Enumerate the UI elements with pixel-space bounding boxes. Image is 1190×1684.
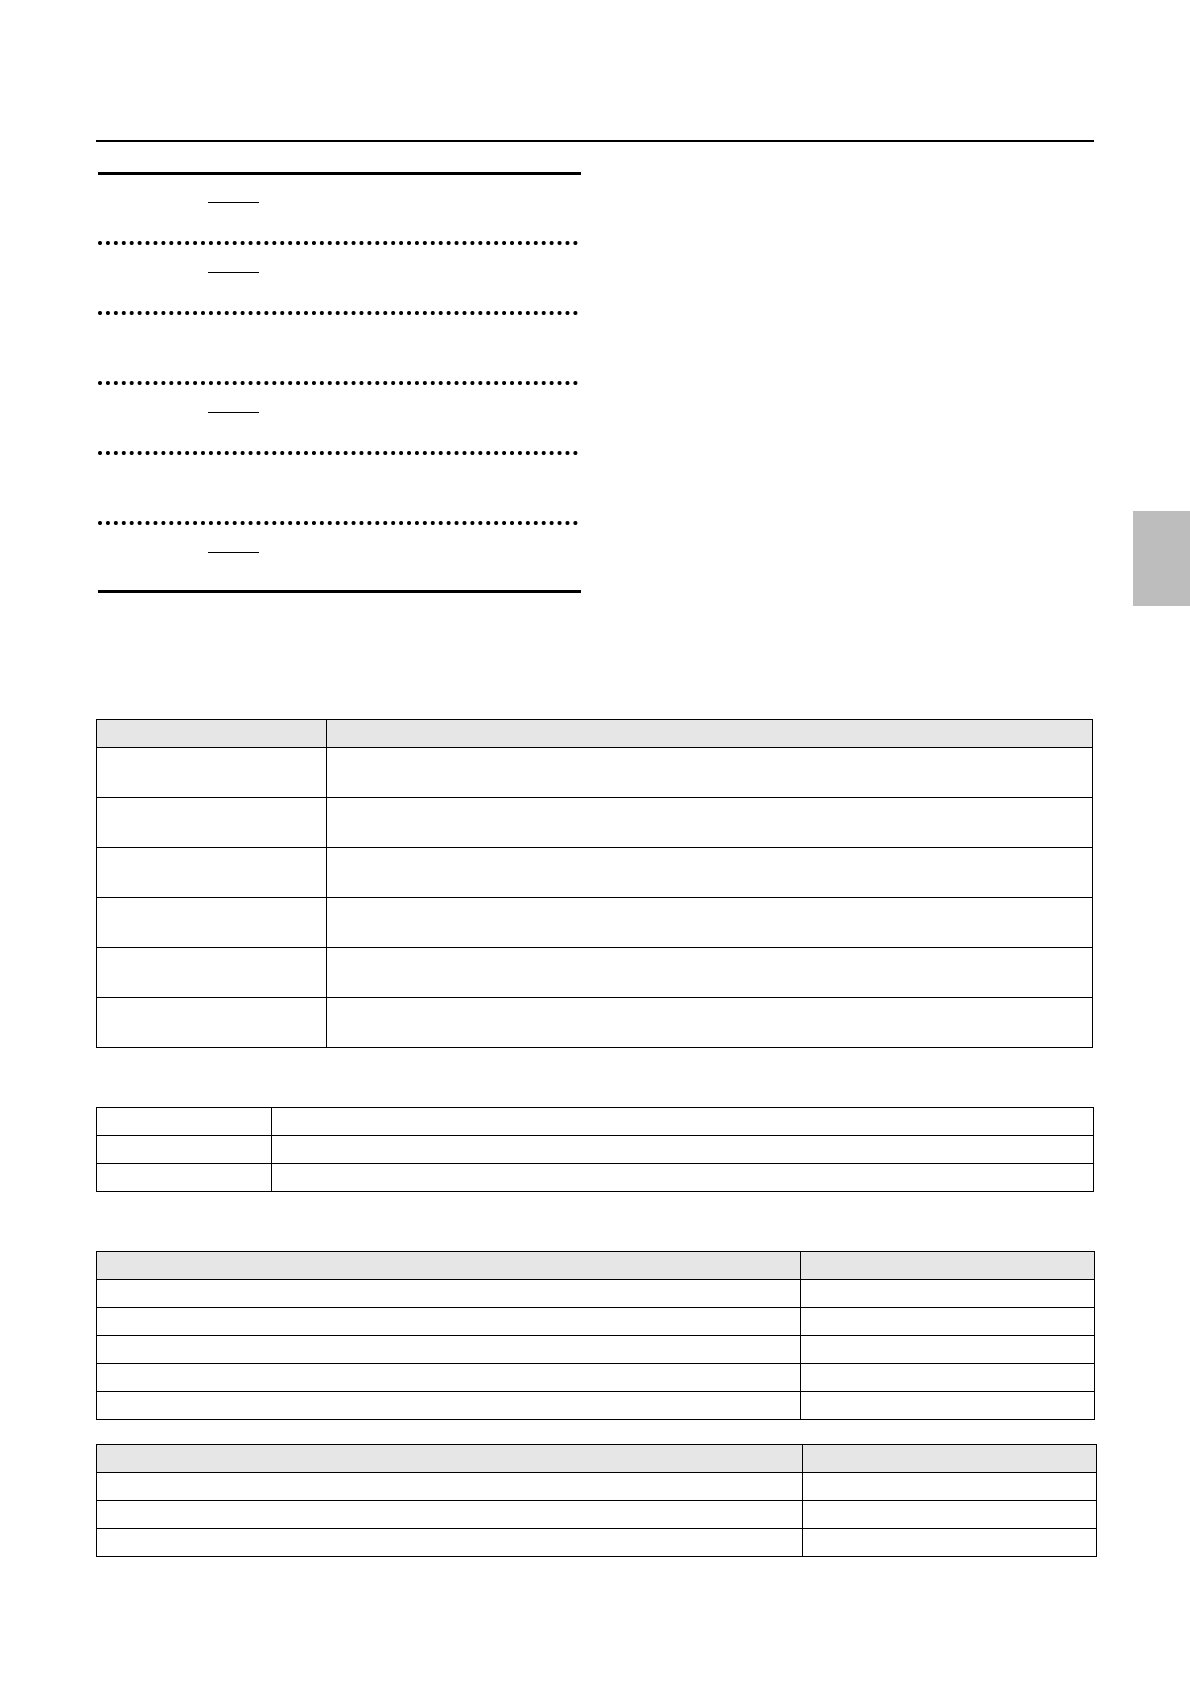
table-3 [96,1251,1095,1420]
table-row [97,1108,1094,1136]
list-row-4-underline [208,412,259,413]
table-3-header-col-2 [801,1252,1095,1280]
table-row [97,1336,1095,1364]
table-cell [327,898,1093,948]
table-cell [97,1364,801,1392]
table-1 [96,719,1093,1048]
section-thumb-tab [1133,511,1190,606]
table-cell [97,1308,801,1336]
table-cell [801,1308,1095,1336]
table-1-header-col-2 [327,720,1093,748]
table-row [97,1501,1097,1529]
table-3-header-row [97,1252,1095,1280]
table-1-header-row [97,720,1093,748]
table-cell [801,1336,1095,1364]
table-row [97,1136,1094,1164]
table-row [97,798,1093,848]
table-cell [327,798,1093,848]
table-row [97,898,1093,948]
list-separator [98,381,578,385]
table-cell [97,1529,803,1557]
table-row [97,1392,1095,1420]
list-separator [98,521,578,525]
table-cell [803,1501,1097,1529]
table-cell [97,848,327,898]
table-cell [97,1136,272,1164]
table-3-header-col-1 [97,1252,801,1280]
table-row [97,1164,1094,1192]
table-cell [801,1392,1095,1420]
table-4 [96,1444,1097,1557]
table-cell [97,1473,803,1501]
table-row [97,748,1093,798]
list-bottom-rule [98,590,581,593]
table-cell [97,798,327,848]
table-cell [272,1108,1094,1136]
table-cell [97,898,327,948]
table-cell [801,1280,1095,1308]
table-cell [327,748,1093,798]
table-cell [97,998,327,1048]
table-4-header-col-2 [803,1445,1097,1473]
list-separator [98,311,578,315]
list-separator [98,241,578,245]
table-row [97,998,1093,1048]
header-rule [96,140,1094,142]
list-row-1-underline [208,202,259,203]
table-cell [272,1136,1094,1164]
table-row [97,1473,1097,1501]
table-row [97,1529,1097,1557]
list-top-rule [98,172,581,175]
list-row-2-underline [208,272,259,273]
table-cell [97,1392,801,1420]
table-cell [97,748,327,798]
table-cell [97,1280,801,1308]
table-cell [327,998,1093,1048]
table-cell [327,948,1093,998]
table-row [97,948,1093,998]
list-row-6-underline [208,552,259,553]
table-cell [803,1473,1097,1501]
table-cell [327,848,1093,898]
table-1-header-col-1 [97,720,327,748]
table-row [97,848,1093,898]
table-cell [97,1501,803,1529]
table-cell [801,1364,1095,1392]
spec-list-block [98,172,581,594]
list-separator [98,451,578,455]
table-cell [97,1164,272,1192]
table-cell [97,1336,801,1364]
table-cell [97,1108,272,1136]
table-row [97,1308,1095,1336]
table-cell [272,1164,1094,1192]
table-4-header-row [97,1445,1097,1473]
table-2 [96,1107,1094,1192]
table-cell [97,948,327,998]
table-row [97,1280,1095,1308]
table-cell [803,1529,1097,1557]
table-4-header-col-1 [97,1445,803,1473]
table-row [97,1364,1095,1392]
